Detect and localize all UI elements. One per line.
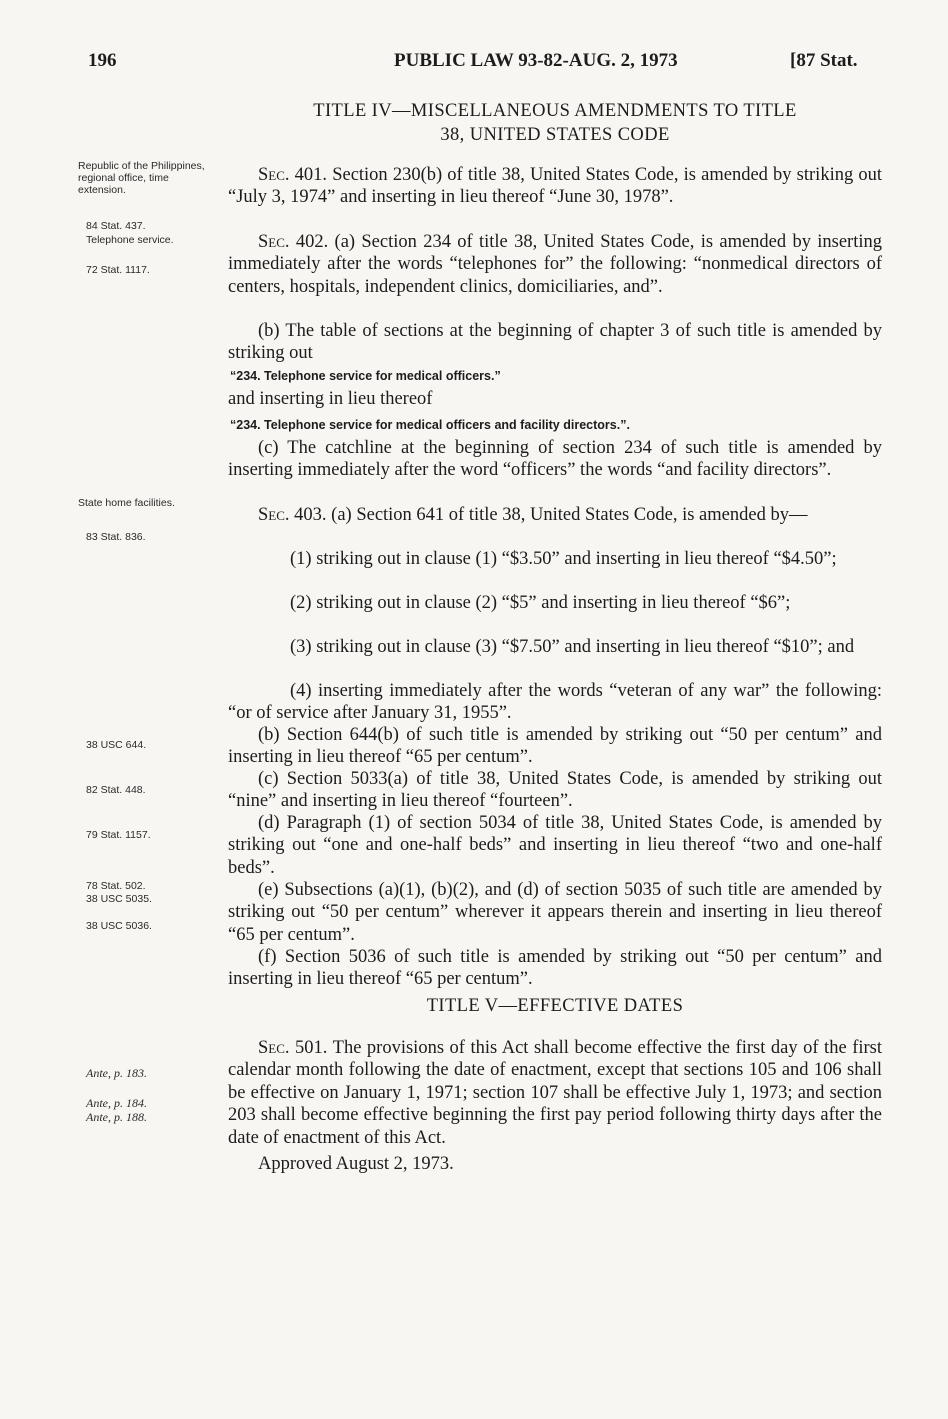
margin-note: Telephone service. <box>86 234 174 246</box>
sec-402b-paragraph: (b) The table of sections at the beginning of chapter 3 of such title is amended by striking out <box>228 321 882 364</box>
list-item: (1) striking out in clause (1) “$3.50” and inserting in lieu thereof “$4.50”; <box>290 549 837 569</box>
section-label: Sec. 401. <box>258 165 328 185</box>
margin-note: Ante, p. 188. <box>86 1110 147 1124</box>
sec-403c-paragraph: (c) Section 5033(a) of title 38, United States Code, is amended by striking out “nine” and inserting in lieu thereof “fourteen”. <box>228 769 882 812</box>
margin-note: 79 Stat. 1157. <box>86 829 151 841</box>
quoted-table-entry: “234. Telephone service for medical officers and facility directors.”. <box>230 418 630 432</box>
section-text: The provisions of this Act shall become effective the first day of the first calendar month following the date of enactment, except that sections 105 and 106 shall be effective on January 1, 1971; section 107 shall be effective July 1, 1973; and section 203 shall become effective beginning the first pay period following thirty days after the date of enactment of this Act. <box>228 1038 882 1148</box>
quoted-table-entry: “234. Telephone service for medical officers.” <box>230 369 501 383</box>
sec-402-connector: and inserting in lieu thereof <box>228 389 433 409</box>
section-label: Sec. 402. <box>258 232 329 252</box>
margin-note: 84 Stat. 437. <box>86 220 146 232</box>
page-number: 196 <box>88 50 117 71</box>
sec-403a-paragraph <box>228 504 882 526</box>
margin-note: State home facilities. <box>78 497 175 509</box>
section-text: (a) Section 234 of title 38, United States Code, is amended by inserting immediately after the words “telephones for” the following: “nonmedical directors of centers, hospitals, independent clinics, domiciliaries, and”. <box>228 232 883 297</box>
sec-403e-paragraph: (e) Subsections (a)(1), (b)(2), and (d) of section 5035 of such title are amended by striking out “50 per centum” wherever it appears therein and inserting in lieu thereof “65 per centum”. <box>228 880 882 945</box>
stat-reference: [87 Stat. <box>790 50 858 71</box>
section-text: (a) Section 641 of title 38, United States Code, is amended by— <box>331 505 808 525</box>
margin-note: Ante, p. 184. <box>86 1096 147 1110</box>
sec-403f-paragraph: (f) Section 5036 of such title is amended by striking out “50 per centum” and inserting in lieu thereof “65 per centum”. <box>228 947 882 990</box>
sec-402a-paragraph <box>228 231 882 298</box>
title-v-heading: TITLE V—EFFECTIVE DATES <box>426 996 684 1016</box>
margin-note: 38 USC 5036. <box>86 920 152 932</box>
margin-note: 72 Stat. 1117. <box>86 264 150 276</box>
list-item: (4) inserting immediately after the words “veteran of any war” the following: “or of service after January 31, 1955”. <box>228 681 882 724</box>
page-header <box>0 50 948 80</box>
sec-501-paragraph <box>228 1037 882 1149</box>
sec-401-paragraph <box>228 164 882 209</box>
section-label: Sec. 403. <box>258 505 327 525</box>
sec-403d-paragraph: (d) Paragraph (1) of section 5034 of title 38, United States Code, is amended by striking out “one and one-half beds” and inserting in lieu thereof “two and one-half beds”. <box>228 813 882 878</box>
margin-note: 78 Stat. 502. <box>86 880 146 892</box>
section-label: Sec. 501. <box>258 1038 328 1058</box>
margin-note: Republic of the Philippines, regional office, time extension. <box>78 160 205 196</box>
margin-note: Ante, p. 183. <box>86 1066 147 1080</box>
margin-note: 83 Stat. 836. <box>86 531 146 543</box>
title-iv-heading-line1: TITLE IV—MISCELLANEOUS AMENDMENTS TO TITLE <box>313 101 797 121</box>
sec-402c-paragraph: (c) The catchline at the beginning of section 234 of such title is amended by inserting immediately after the word “officers” the words “and facility directors”. <box>228 438 882 481</box>
list-item: (3) striking out in clause (3) “$7.50” and inserting in lieu thereof “$10”; and <box>290 637 855 657</box>
margin-note: 38 USC 5035. <box>86 893 152 905</box>
sec-403b-paragraph: (b) Section 644(b) of such title is amended by striking out “50 per centum” and inserting in lieu thereof “65 per centum”. <box>228 725 882 768</box>
margin-note: 38 USC 644. <box>86 739 147 751</box>
approval-line: Approved August 2, 1973. <box>258 1154 454 1174</box>
margin-note: 82 Stat. 448. <box>86 784 146 796</box>
title-iv-heading-line2: 38, UNITED STATES CODE <box>440 125 670 145</box>
running-title: PUBLIC LAW 93-82-AUG. 2, 1973 <box>394 50 678 71</box>
section-text: Section 230(b) of title 38, United States Code, is amended by striking out “July 3, 1974” and inserting in lieu thereof “June 30, 1978”. <box>228 165 882 208</box>
list-item: (2) striking out in clause (2) “$5” and inserting in lieu thereof “$6”; <box>290 593 791 613</box>
